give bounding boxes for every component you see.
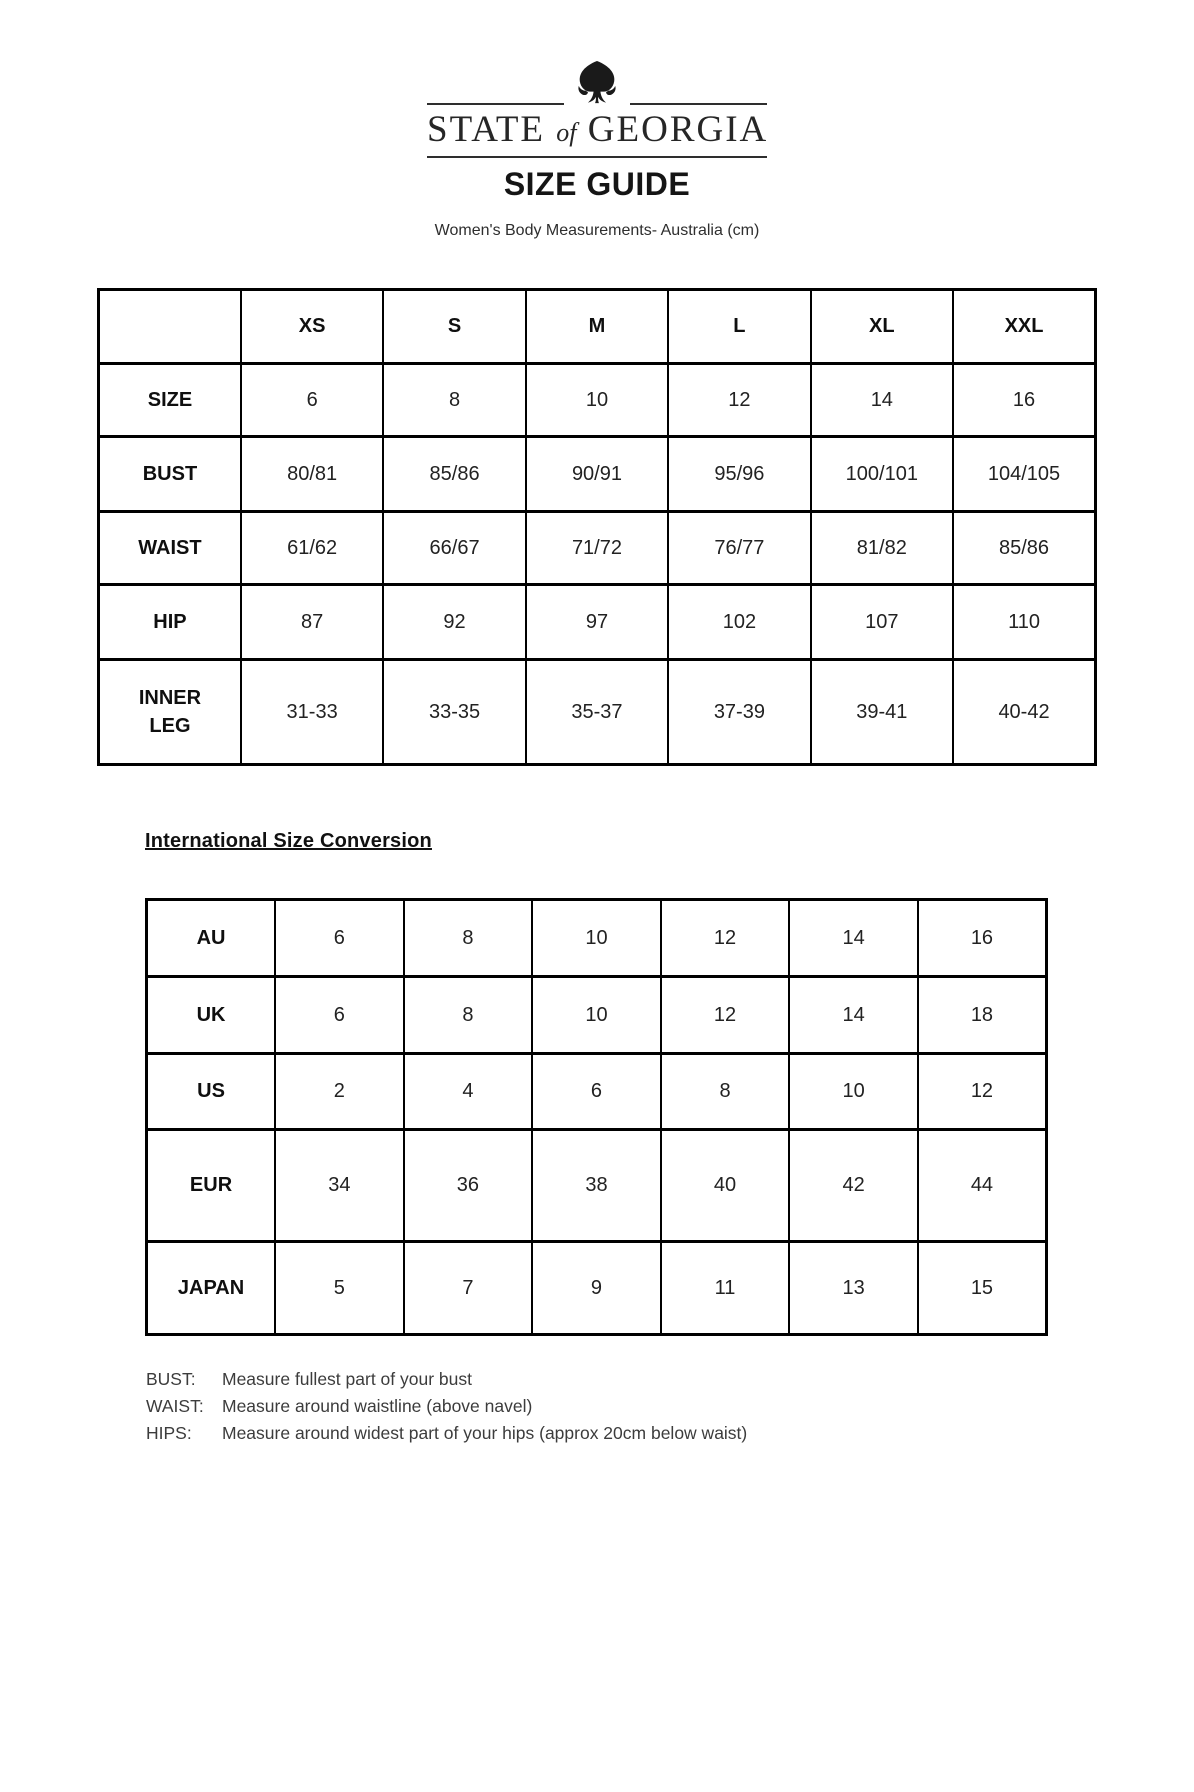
cell: 87	[241, 585, 383, 660]
table-row-bust	[99, 437, 1096, 512]
cell: 8	[661, 1054, 790, 1130]
cell: 100/101	[811, 437, 953, 512]
row-label: SIZE	[99, 364, 241, 437]
cell: 6	[275, 900, 404, 977]
cell: 11	[661, 1242, 790, 1335]
col-header-l: L	[668, 290, 810, 364]
cell: 10	[532, 977, 661, 1054]
note-hips	[146, 1420, 747, 1447]
cell: 38	[532, 1130, 661, 1242]
row-label: UK	[147, 977, 276, 1054]
measurements-header-row	[99, 290, 1096, 364]
logo-line-right	[630, 103, 767, 105]
cell: 97	[526, 585, 668, 660]
cell: 7	[404, 1242, 533, 1335]
cell: 85/86	[383, 437, 525, 512]
brand-logo	[427, 60, 767, 158]
cell: 107	[811, 585, 953, 660]
cell: 37-39	[668, 660, 810, 765]
cell: 14	[789, 977, 918, 1054]
cell: 12	[661, 900, 790, 977]
conversion-table	[145, 898, 1048, 1336]
logo-top-rule	[427, 60, 767, 105]
cell: 4	[404, 1054, 533, 1130]
note-text: Measure around waistline (above navel)	[222, 1396, 533, 1416]
cell: 104/105	[953, 437, 1095, 512]
col-header-xxl: XXL	[953, 290, 1095, 364]
table-row-japan	[147, 1242, 1047, 1335]
cell: 31-33	[241, 660, 383, 765]
row-label: HIP	[99, 585, 241, 660]
row-label: AU	[147, 900, 276, 977]
table-row-inner-leg	[99, 660, 1096, 765]
brand-name-georgia: GEORGIA	[587, 109, 769, 150]
cell: 12	[668, 364, 810, 437]
cell: 10	[789, 1054, 918, 1130]
cell: 66/67	[383, 512, 525, 585]
note-text: Measure fullest part of your bust	[222, 1369, 472, 1389]
cell: 6	[275, 977, 404, 1054]
cell: 39-41	[811, 660, 953, 765]
corner-cell	[99, 290, 241, 364]
cell: 81/82	[811, 512, 953, 585]
logo-bottom-rule	[427, 156, 767, 158]
cell: 95/96	[668, 437, 810, 512]
table-row-size	[99, 364, 1096, 437]
cell: 40	[661, 1130, 790, 1242]
row-label: US	[147, 1054, 276, 1130]
cell: 34	[275, 1130, 404, 1242]
cell: 10	[532, 900, 661, 977]
cell: 92	[383, 585, 525, 660]
cell: 42	[789, 1130, 918, 1242]
cell: 35-37	[526, 660, 668, 765]
cell: 8	[404, 900, 533, 977]
measurements-table	[97, 288, 1097, 766]
cell: 8	[404, 977, 533, 1054]
brand-name-state: STATE	[427, 109, 546, 150]
row-label: JAPAN	[147, 1242, 276, 1335]
cell: 2	[275, 1054, 404, 1130]
note-text: Measure around widest part of your hips (approx 20cm below waist)	[222, 1423, 748, 1443]
cell: 13	[789, 1242, 918, 1335]
cell: 15	[918, 1242, 1047, 1335]
cell: 110	[953, 585, 1095, 660]
cell: 6	[241, 364, 383, 437]
cell: 61/62	[241, 512, 383, 585]
note-label: WAIST:	[146, 1396, 204, 1416]
cell: 18	[918, 977, 1047, 1054]
cell: 5	[275, 1242, 404, 1335]
row-label: INNER LEG	[99, 660, 241, 765]
conversion-heading: International Size Conversion	[145, 830, 432, 852]
cell: 16	[918, 900, 1047, 977]
table-row-hip	[99, 585, 1096, 660]
brand-name-of: of	[556, 118, 577, 147]
note-bust	[146, 1366, 747, 1393]
cell: 10	[526, 364, 668, 437]
table-row-eur	[147, 1130, 1047, 1242]
row-label: BUST	[99, 437, 241, 512]
col-header-m: M	[526, 290, 668, 364]
note-waist	[146, 1393, 747, 1420]
cell: 6	[532, 1054, 661, 1130]
cell: 12	[918, 1054, 1047, 1130]
cell: 33-35	[383, 660, 525, 765]
cell: 40-42	[953, 660, 1095, 765]
col-header-xs: XS	[241, 290, 383, 364]
logo-line-left	[427, 103, 564, 105]
cell: 12	[661, 977, 790, 1054]
measuring-notes	[146, 1366, 747, 1447]
note-label: HIPS:	[146, 1423, 192, 1443]
cell: 44	[918, 1130, 1047, 1242]
cell: 16	[953, 364, 1095, 437]
brand-name	[427, 111, 767, 148]
tree-icon	[570, 61, 624, 105]
cell: 9	[532, 1242, 661, 1335]
row-label: EUR	[147, 1130, 276, 1242]
col-header-xl: XL	[811, 290, 953, 364]
cell: 71/72	[526, 512, 668, 585]
table-row-us	[147, 1054, 1047, 1130]
cell: 102	[668, 585, 810, 660]
cell: 14	[811, 364, 953, 437]
cell: 80/81	[241, 437, 383, 512]
cell: 8	[383, 364, 525, 437]
cell: 14	[789, 900, 918, 977]
cell: 36	[404, 1130, 533, 1242]
page-subtitle: Women's Body Measurements- Australia (cm)	[434, 222, 760, 239]
cell: 90/91	[526, 437, 668, 512]
row-label: WAIST	[99, 512, 241, 585]
table-row-waist	[99, 512, 1096, 585]
col-header-s: S	[383, 290, 525, 364]
page-title: SIZE GUIDE	[503, 166, 691, 202]
cell: 85/86	[953, 512, 1095, 585]
note-label: BUST:	[146, 1369, 196, 1389]
cell: 76/77	[668, 512, 810, 585]
table-row-uk	[147, 977, 1047, 1054]
table-row-au	[147, 900, 1047, 977]
